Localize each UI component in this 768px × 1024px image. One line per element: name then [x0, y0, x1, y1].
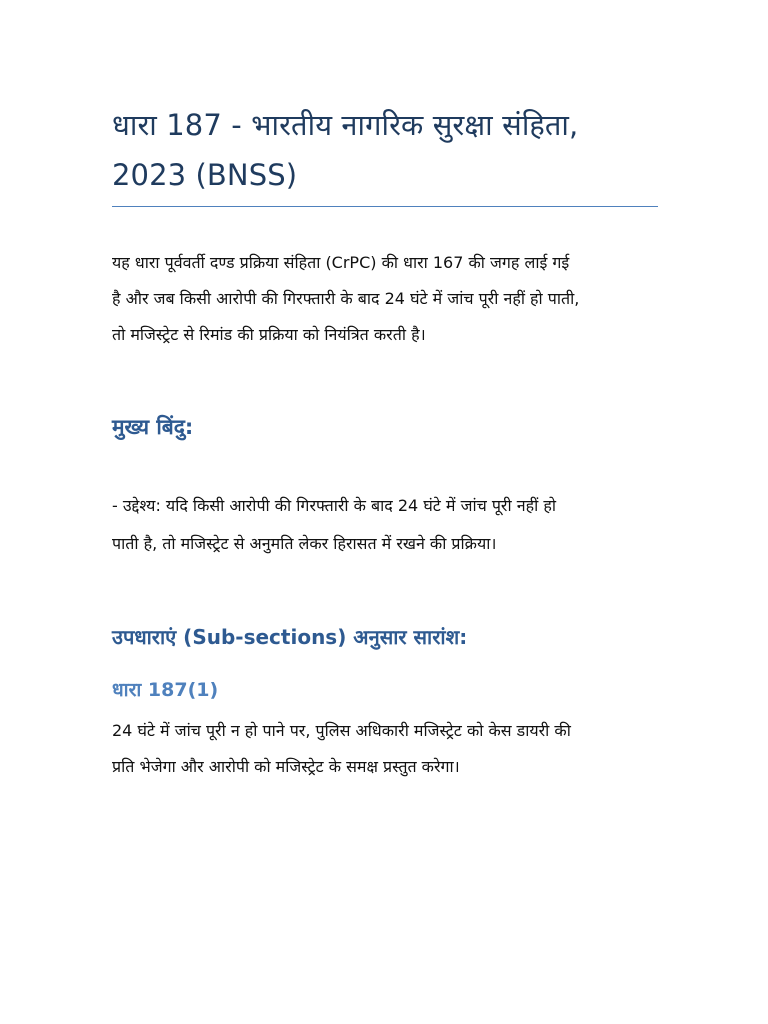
key-points-heading: मुख्य बिंदु:	[112, 415, 194, 439]
section-187-1-line-1: 24 घंटे में जांच पूरी न हो पाने पर, पुलिस अधिकारी मजिस्ट्रेट को केस डायरी की	[112, 721, 571, 740]
intro-line-1: यह धारा पूर्ववर्ती दण्ड प्रक्रिया संहिता (CrPC) की धारा 167 की जगह लाई गई	[112, 253, 570, 272]
intro-line-2: है और जब किसी आरोपी की गिरफ्तारी के बाद 24 घंटे में जांच पूरी नहीं हो पाती,	[112, 289, 580, 308]
document-title-line-2: 2023 (BNSS)	[112, 158, 298, 192]
key-point-line-1: - उद्देश्य: यदि किसी आरोपी की गिरफ्तारी के बाद 24 घंटे में जांच पूरी नहीं हो	[112, 496, 556, 515]
section-187-1-line-2: प्रति भेजेगा और आरोपी को मजिस्ट्रेट के समक्ष प्रस्तुत करेगा।	[112, 757, 460, 776]
intro-line-3: तो मजिस्ट्रेट से रिमांड की प्रक्रिया को नियंत्रित करती है।	[112, 325, 426, 344]
section-187-1-heading: धारा 187(1)	[112, 679, 219, 701]
document-page	[112, 100, 658, 785]
intro-paragraph	[112, 245, 658, 353]
subsections-heading: उपधाराएं (Sub-sections) अनुसार सारांश:	[112, 625, 468, 649]
key-point-bullet	[112, 487, 658, 563]
document-title-line-1: धारा 187 - भारतीय नागरिक सुरक्षा संहिता,	[112, 108, 579, 142]
title-underline-rule	[112, 206, 658, 207]
document-title	[112, 100, 658, 200]
key-point-line-2: पाती है, तो मजिस्ट्रेट से अनुमति लेकर हिरासत में रखने की प्रक्रिया।	[112, 534, 497, 553]
section-187-1-paragraph	[112, 713, 658, 785]
